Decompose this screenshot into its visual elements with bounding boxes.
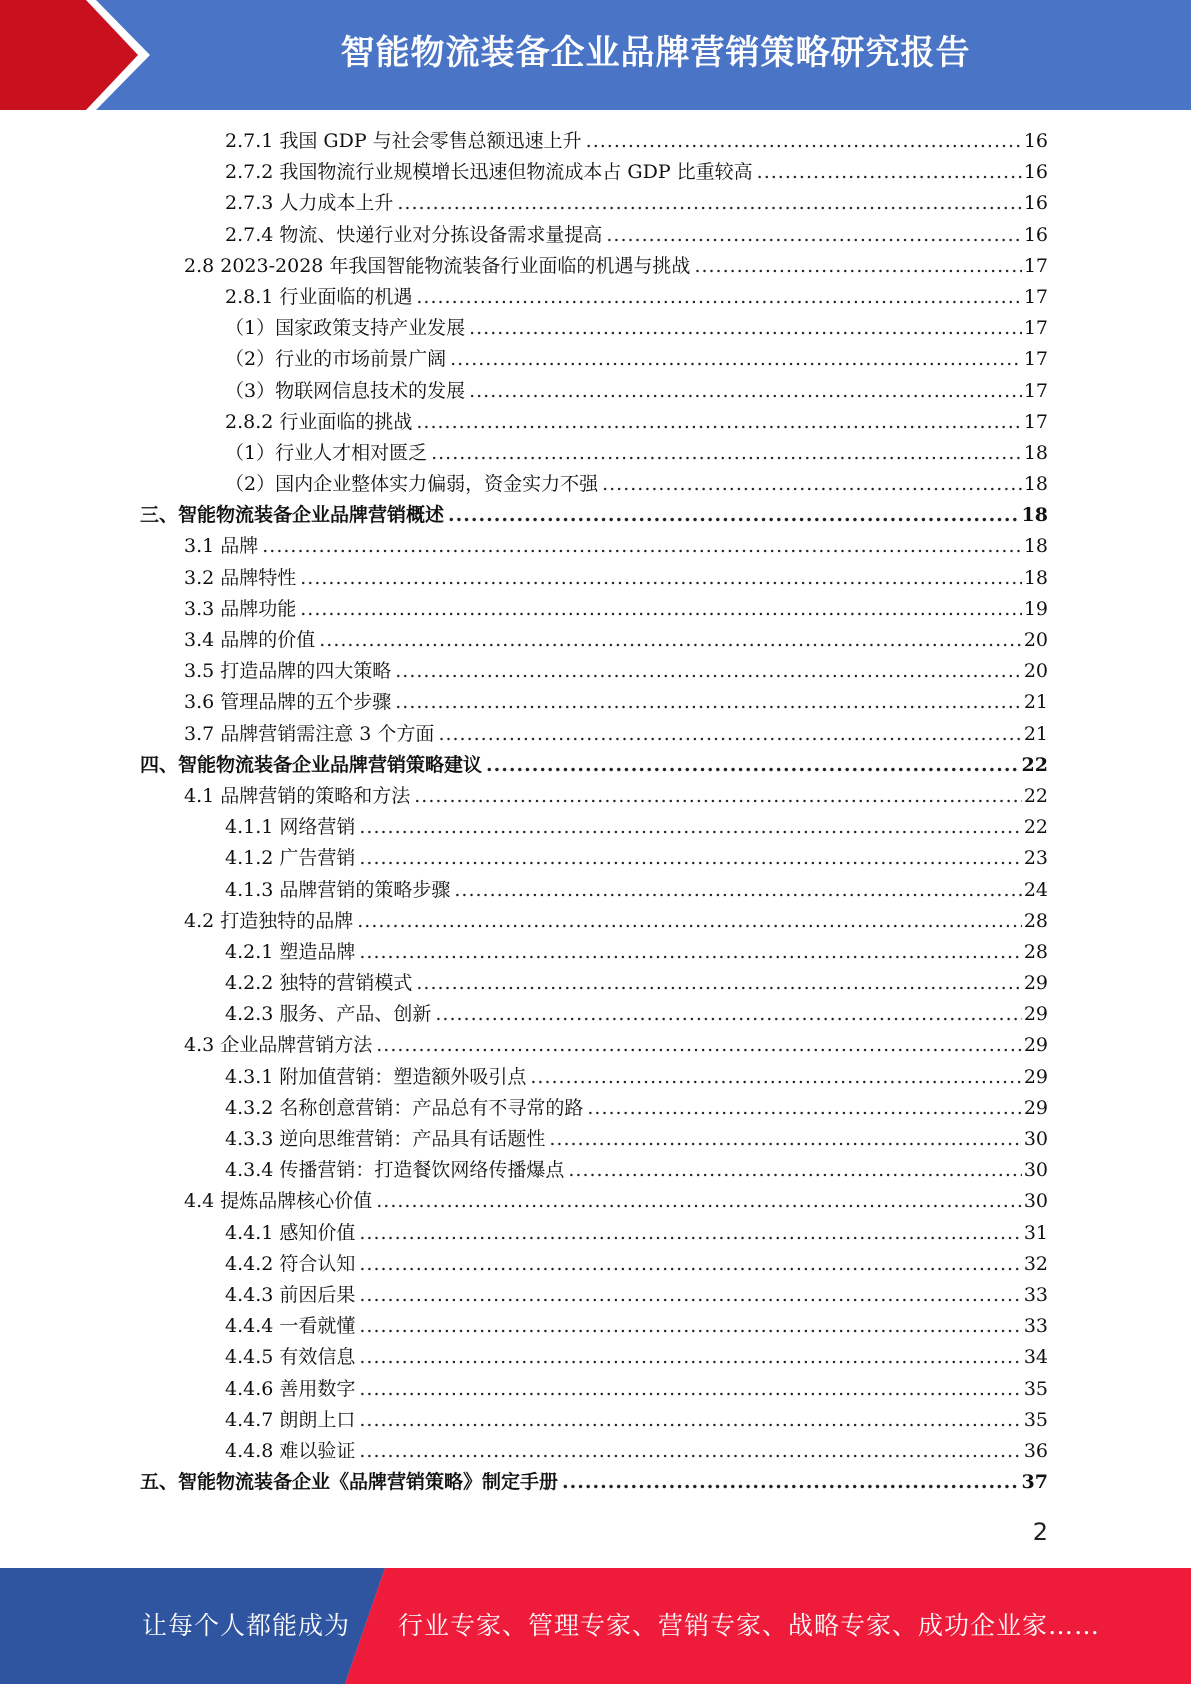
toc-dot-leader [359,1280,1021,1311]
toc-dot-leader [416,407,1021,438]
toc-entry[interactable] [140,968,1048,999]
toc-dot-leader [359,1311,1021,1342]
toc-entry[interactable] [140,1093,1048,1124]
toc-entry[interactable] [140,937,1048,968]
toc-entry-page: 16 [1023,161,1048,184]
toc-entry[interactable] [140,1249,1048,1280]
toc-dot-leader [448,500,1020,531]
toc-entry[interactable] [140,1218,1048,1249]
toc-dot-leader [319,625,1022,656]
toc-entry-page: 17 [1023,317,1048,340]
toc-entry-page: 21 [1023,722,1048,745]
toc-dot-leader [376,1030,1022,1061]
toc-entry[interactable] [140,313,1048,344]
toc-entry-title: 4.2.1 塑造品牌 [225,940,356,963]
toc-dot-leader [757,157,1022,188]
toc-entry-title: （1）行业人才相对匮乏 [225,441,428,464]
toc-entry[interactable] [140,1405,1048,1436]
toc-dot-leader [431,438,1022,469]
toc-entry-title: 4.2 打造独特的品牌 [184,909,354,932]
toc-entry-page: 20 [1023,660,1048,683]
toc-entry-page: 31 [1023,1221,1048,1244]
toc-dot-leader [486,750,1020,781]
toc-entry-page: 16 [1023,192,1048,215]
toc-entry-title: 4.1.3 品牌营销的策略步骤 [225,878,451,901]
toc-dot-leader [568,1155,1021,1186]
toc-dot-leader [262,531,1022,562]
toc-entry-title: 4.2.2 独特的营销模式 [225,972,413,995]
toc-entry-page: 24 [1023,878,1048,901]
toc-dot-leader [469,376,1022,407]
toc-entry[interactable] [140,251,1048,282]
toc-entry[interactable] [140,1155,1048,1186]
toc-entry-title: 4.1.1 网络营销 [225,816,356,839]
toc-entry-title: 4.3 企业品牌营销方法 [184,1034,373,1057]
toc-dot-leader [300,563,1022,594]
toc-entry[interactable] [140,282,1048,313]
toc-entry-page: 33 [1023,1283,1048,1306]
toc-dot-leader [435,999,1021,1030]
toc-entry-title: 4.4.1 感知价值 [225,1221,356,1244]
toc-dot-leader [562,1467,1020,1498]
toc-entry-page: 17 [1023,348,1048,371]
toc-entry-page: 29 [1023,1065,1048,1088]
toc-entry-title: （2）国内企业整体实力偏弱，资金实力不强 [225,473,599,496]
toc-entry-page: 37 [1021,1471,1048,1494]
toc-dot-leader [359,1405,1021,1436]
toc-entry-title: 2.7.3 人力成本上升 [225,192,394,215]
toc-dot-leader [602,469,1022,500]
footer-banner [0,1568,1191,1684]
toc-entry[interactable] [140,719,1048,750]
toc-dot-leader [395,687,1022,718]
toc-dot-leader [359,937,1021,968]
toc-entry-title: 四、智能物流装备企业品牌营销策略建议 [140,753,483,776]
toc-entry[interactable] [140,531,1048,562]
toc-entry-title: 3.4 品牌的价值 [184,629,316,651]
toc-entry[interactable] [140,344,1048,375]
toc-entry-page: 36 [1023,1439,1048,1462]
toc-dot-leader [395,656,1022,687]
toc-entry-title: 2.8.2 行业面临的挑战 [225,410,413,433]
toc-entry-title: 4.3.3 逆向思维营销：产品具有话题性 [225,1128,546,1150]
toc-entry-page: 28 [1023,909,1048,932]
toc-entry-page: 29 [1023,1003,1048,1026]
toc-entry[interactable] [140,1186,1048,1217]
toc-dot-leader [359,1249,1021,1280]
toc-entry-title: 4.4 提炼品牌核心价值 [184,1190,373,1213]
footer-slogan-left: 让每个人都能成为 [142,1611,351,1640]
toc-entry-page: 17 [1023,379,1048,402]
toc-entry-title: 4.4.5 有效信息 [225,1346,356,1369]
toc-entry[interactable] [140,1374,1048,1405]
table-of-contents [140,126,1048,1498]
toc-entry[interactable] [140,220,1048,251]
toc-entry[interactable] [140,1280,1048,1311]
toc-entry[interactable] [140,1342,1048,1373]
toc-entry[interactable] [140,906,1048,937]
header-banner [0,0,1191,110]
toc-entry-page: 18 [1021,504,1048,527]
toc-entry-page: 21 [1023,691,1048,714]
toc-entry[interactable] [140,750,1048,781]
toc-entry[interactable] [140,469,1048,500]
toc-entry-page: 23 [1023,847,1048,870]
toc-entry[interactable] [140,656,1048,687]
toc-entry-title: 3.7 品牌营销需注意 3 个方面 [184,722,435,745]
page-number: 2 [1032,1518,1048,1546]
toc-entry-page: 16 [1023,130,1048,152]
toc-dot-leader [359,1218,1021,1249]
toc-entry-page: 30 [1023,1159,1048,1182]
toc-dot-leader [300,594,1022,625]
toc-entry-title: 五、智能物流装备企业《品牌营销策略》制定手册 [140,1471,559,1494]
toc-entry-page: 17 [1023,410,1048,433]
toc-entry-title: 4.3.2 名称创意营销：产品总有不寻常的路 [225,1096,584,1119]
toc-entry[interactable] [140,500,1048,531]
toc-entry-page: 18 [1023,473,1048,496]
toc-entry-title: 4.2.3 服务、产品、创新 [225,1003,432,1026]
toc-entry-title: 3.1 品牌 [184,535,259,558]
toc-entry-page: 16 [1023,223,1048,246]
toc-entry[interactable] [140,1467,1048,1498]
toc-entry-page: 18 [1023,441,1048,464]
toc-dot-leader [359,843,1021,874]
toc-entry[interactable] [140,781,1048,812]
toc-entry-page: 29 [1023,1034,1048,1057]
toc-entry-page: 33 [1023,1315,1048,1338]
toc-entry-page: 29 [1023,1096,1048,1119]
toc-dot-leader [454,875,1021,906]
toc-entry-page: 17 [1023,285,1048,308]
toc-entry-title: （3）物联网信息技术的发展 [225,379,466,402]
toc-entry-title: 2.7.4 物流、快递行业对分拣设备需求量提高 [225,223,603,246]
toc-entry-title: 4.4.2 符合认知 [225,1252,356,1275]
toc-entry-page: 22 [1021,753,1048,776]
toc-entry-title: （1）国家政策支持产业发展 [225,317,466,340]
toc-entry[interactable] [140,843,1048,874]
toc-entry-page: 34 [1023,1346,1048,1369]
toc-entry-title: 4.3.1 附加值营销：塑造额外吸引点 [225,1065,527,1088]
toc-entry[interactable] [140,812,1048,843]
toc-entry[interactable] [140,875,1048,906]
toc-entry-title: 4.4.3 前因后果 [225,1283,356,1306]
toc-entry[interactable] [140,407,1048,438]
toc-entry-title: 4.3.4 传播营销：打造餐饮网络传播爆点 [225,1159,565,1182]
toc-entry-page: 35 [1023,1408,1048,1431]
toc-dot-leader [469,313,1022,344]
footer-slogan-right: 行业专家、管理专家、营销专家、战略专家、成功企业家…… [398,1611,1101,1640]
toc-entry[interactable] [140,687,1048,718]
toc-entry-page: 18 [1023,566,1048,589]
toc-entry-title: 3.3 品牌功能 [184,597,297,620]
toc-entry-title: 3.2 品牌特性 [184,566,297,589]
toc-entry-title: 4.4.8 难以验证 [225,1439,356,1462]
toc-dot-leader [359,1374,1021,1405]
toc-entry-page: 28 [1023,940,1048,963]
toc-entry-title: 2.7.2 我国物流行业规模增长迅速但物流成本占 GDP 比重较高 [225,161,753,184]
toc-entry-page: 19 [1023,597,1048,620]
toc-entry-page: 32 [1023,1252,1048,1275]
toc-entry-title: 3.5 打造品牌的四大策略 [184,660,392,683]
toc-dot-leader [416,968,1021,999]
toc-entry-page: 22 [1023,784,1048,807]
toc-dot-leader [450,344,1022,375]
toc-entry[interactable] [140,157,1048,188]
toc-dot-leader [359,1342,1021,1373]
toc-entry-title: 2.8 2023-2028 年我国智能物流装备行业面临的机遇与挑战 [184,254,691,277]
toc-entry[interactable] [140,999,1048,1030]
toc-entry-page: 22 [1023,816,1048,839]
toc-dot-leader [549,1124,1021,1155]
toc-entry[interactable] [140,376,1048,407]
toc-entry-page: 29 [1023,972,1048,995]
toc-entry-title: 4.4.7 朗朗上口 [225,1408,356,1431]
toc-entry-title: 4.4.4 一看就懂 [225,1315,356,1338]
toc-dot-leader [416,282,1021,313]
toc-dot-leader [359,1436,1021,1467]
toc-entry[interactable] [140,438,1048,469]
toc-dot-leader [359,812,1021,843]
toc-entry-page: 35 [1023,1377,1048,1400]
toc-entry-title: （2）行业的市场前景广阔 [225,348,447,371]
toc-entry[interactable] [140,1124,1048,1155]
toc-dot-leader [694,251,1021,282]
toc-entry-title: 4.1.2 广告营销 [225,847,356,870]
toc-dot-leader [376,1186,1022,1217]
toc-entry-title: 4.4.6 善用数字 [225,1377,356,1400]
toc-entry[interactable] [140,1062,1048,1093]
toc-entry-title: 4.1 品牌营销的策略和方法 [184,784,411,807]
toc-entry[interactable] [140,126,1048,157]
toc-dot-leader [530,1062,1021,1093]
toc-entry[interactable] [140,594,1048,625]
toc-entry-title: 2.7.1 我国 GDP 与社会零售总额迅速上升 [225,130,582,152]
toc-dot-leader [587,1093,1021,1124]
toc-entry[interactable] [140,1436,1048,1467]
toc-entry[interactable] [140,1030,1048,1061]
toc-dot-leader [397,188,1021,219]
toc-entry[interactable] [140,625,1048,656]
toc-dot-leader [438,719,1021,750]
page-header-title: 智能物流装备企业品牌营销策略研究报告 [340,33,971,73]
toc-entry-page: 30 [1023,1128,1048,1150]
toc-entry-page: 18 [1023,535,1048,558]
toc-entry-page: 17 [1023,254,1048,277]
toc-dot-leader [606,220,1021,251]
toc-entry-title: 3.6 管理品牌的五个步骤 [184,691,392,714]
toc-entry-title: 三、智能物流装备企业品牌营销概述 [140,504,445,527]
toc-dot-leader [357,906,1022,937]
toc-dot-leader [586,126,1022,157]
toc-entry[interactable] [140,563,1048,594]
toc-entry-title: 2.8.1 行业面临的机遇 [225,285,413,308]
toc-entry[interactable] [140,188,1048,219]
toc-entry[interactable] [140,1311,1048,1342]
toc-dot-leader [414,781,1022,812]
toc-entry-page: 30 [1023,1190,1048,1213]
toc-entry-page: 20 [1023,629,1048,651]
